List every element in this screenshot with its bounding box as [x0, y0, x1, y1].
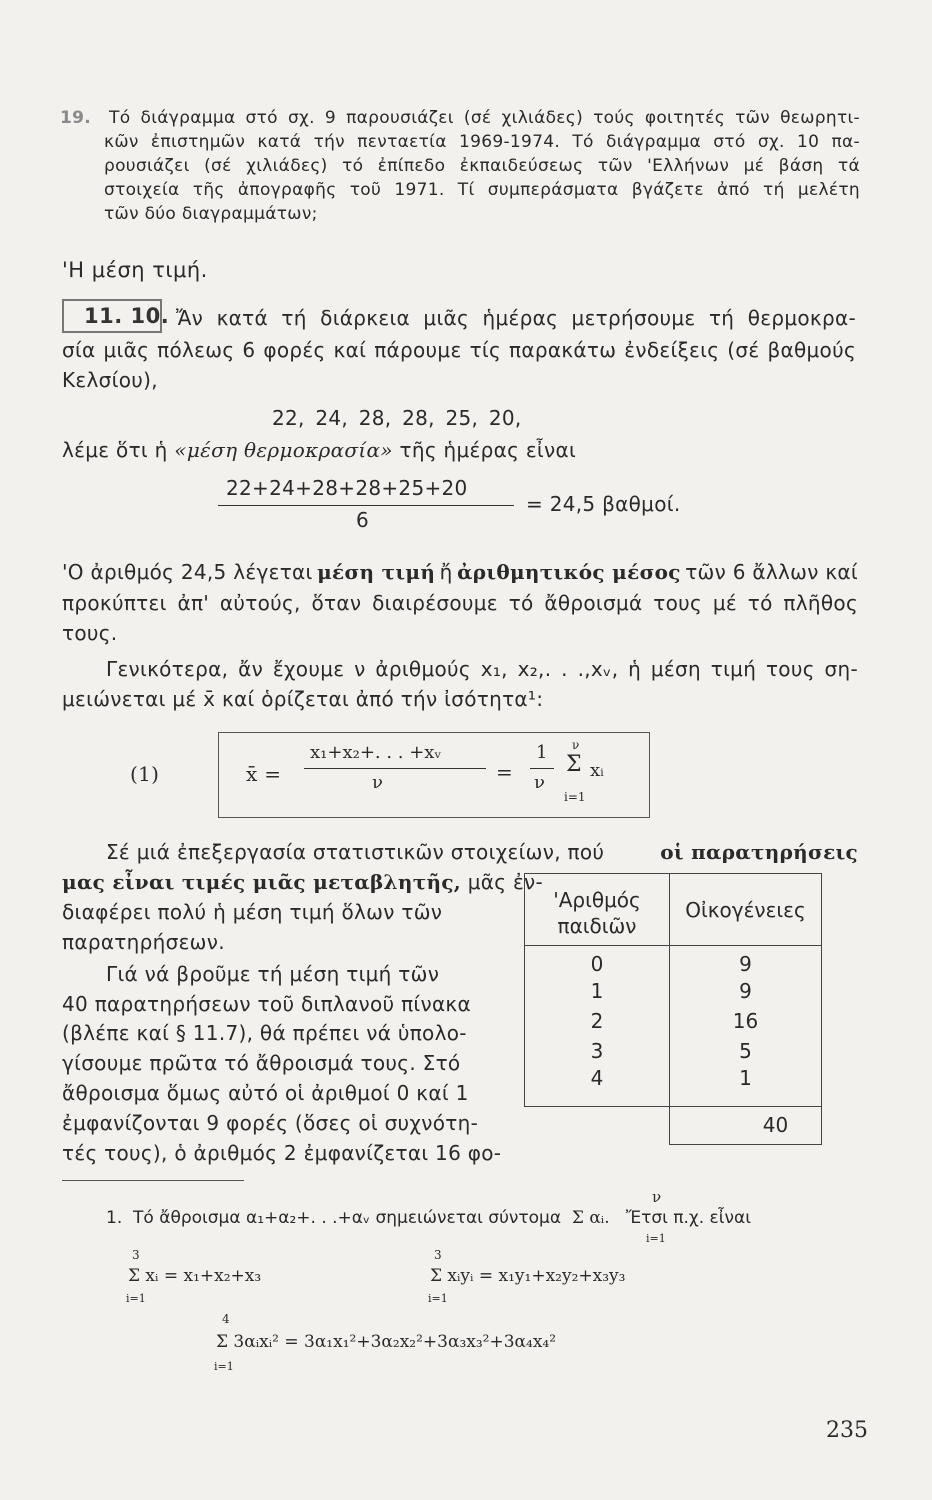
table-row: 3 5 — [525, 1036, 822, 1066]
sum-upper-limit: ν — [652, 1188, 662, 1206]
temperature-readings: 22, 24, 28, 28, 25, 20, — [272, 406, 522, 430]
mean-numerator: 22+24+28+28+25+20 — [226, 476, 468, 500]
exercise-line: Τό διάγραμμα στό σχ. 9 παρουσιάζει (σέ χιλιάδες) τούς φοιτητές τῶν θεωρητι- — [109, 108, 860, 128]
sum-lower-limit: i=1 — [214, 1360, 234, 1373]
definition-line: 'Ο ἀριθμός 24,5 λέγεται μέση τιμή ἤ ἀριθμητικός μέσος τῶν 6 ἄλλων καί — [62, 560, 858, 584]
mean-result: = 24,5 βαθμοί. — [526, 492, 681, 516]
paragraph-line: ἐμφανίζονται 9 φορές (ὅσες οἱ συχνότη- — [62, 1111, 479, 1135]
footnote-example-2: Σ xᵢyᵢ = x₁y₁+x₂y₂+x₃y₃ — [430, 1266, 626, 1286]
quote-mean-temperature: «μέση θερμοκρασία» — [174, 438, 393, 462]
exercise-19 — [60, 106, 860, 226]
table-row: 2 16 — [525, 1006, 822, 1036]
footnote-example-1: Σ xᵢ = x₁+x₂+x₃ — [128, 1266, 262, 1286]
formula-lhs: x̄ = — [246, 762, 282, 786]
paragraph-line: 40 παρατηρήσεων τοῦ διπλανοῦ πίνακα — [62, 992, 472, 1016]
processing-line: διαφέρει πολύ ἡ μέση τιμή ὅλων τῶν — [62, 900, 443, 924]
formula-numerator: x₁+x₂+. . . +xᵥ — [310, 742, 442, 763]
intro-line: σία μιᾶς πόλεως 6 φορές καί πάρουμε τίς παρακάτω ἐνδείξεις (σέ βαθμούς — [62, 338, 856, 362]
sum-lower-limit: i=1 — [564, 790, 586, 804]
general-line: μειώνεται μέ x̄ καί ὁρίζεται ἀπό τήν ἰσότητα¹: — [62, 687, 544, 711]
page-number: 235 — [826, 1418, 868, 1443]
section-heading: 'Η μέση τιμή. — [62, 258, 208, 282]
header-children: 'Αριθμός παιδιῶν — [525, 874, 670, 946]
sum-lower-limit: i=1 — [126, 1292, 146, 1305]
paragraph-line: τές τους), ὁ ἀριθμός 2 ἐμφανίζεται 16 φο- — [62, 1141, 502, 1165]
general-line: Γενικότερα, ἄν ἔχουμε ν ἀριθμούς x₁, x₂,. . .,xᵥ, ἡ μέση τιμή τους ση- — [106, 657, 858, 681]
mean-denominator: 6 — [356, 508, 370, 532]
paragraph-line: (βλέπε καί § 11.7), θά πρέπει νά ὑπολο- — [62, 1021, 467, 1045]
say-pre: λέμε ὅτι ἡ — [62, 438, 168, 462]
exercise-line: ρουσιάζει (σέ χιλιάδες) τό ἐπίπεδο ἐκπαιδεύσεως τῶν 'Ελλήνων μέ βάση τά — [104, 156, 860, 176]
header-families: Οἰκογένειες — [670, 874, 822, 946]
sum-upper-limit: ν — [572, 738, 580, 752]
table-row: 0 9 — [525, 946, 822, 977]
formula-equals: = — [496, 760, 514, 784]
processing-line: Σέ μιά ἐπεξεργασία στατιστικῶν στοιχείων, πού οἱ παρατηρήσεις — [106, 840, 858, 864]
processing-line: μας εἶναι τιμές μιᾶς μεταβλητῆς, μᾶς ἐν- — [62, 870, 544, 894]
sum-lower-limit: i=1 — [428, 1292, 448, 1305]
intro-line: Κελσίου), — [62, 368, 158, 392]
processing-line: παρατηρήσεων. — [62, 930, 225, 954]
sigma-symbol: Σ — [566, 752, 582, 777]
exercise-line: κῶν ἐπιστημῶν κατά τήν πενταετία 1969-1974. Τό διάγραμμα στό σχ. 10 πα- — [104, 132, 860, 152]
fraction-bar — [304, 768, 486, 769]
exercise-line: στοιχεία τῆς ἀπογραφῆς τοῦ 1971. Τί συμπεράσματα βγάζετε ἀπό τή μελέτη — [104, 180, 860, 200]
definition-line: τους. — [62, 621, 118, 645]
footnote-example-3: Σ 3αᵢxᵢ² = 3α₁x₁²+3α₂x₂²+3α₃x₃²+3α₄x₄² — [216, 1332, 557, 1352]
formula-one: 1 — [536, 742, 548, 763]
term-arithmetic-mean: ἀριθμητικός μέσος — [457, 560, 681, 584]
say-post: τῆς ἡμέρας εἶναι — [399, 438, 577, 462]
paragraph-line: γίσουμε πρῶτα τό ἄθροισμά τους. Στό — [62, 1051, 461, 1075]
sum-upper-limit: 3 — [132, 1248, 140, 1262]
fraction-bar — [530, 768, 554, 769]
footnote-sum: Σ αᵢ. — [571, 1208, 610, 1228]
table-total-row — [525, 1106, 822, 1144]
sum-upper-limit: 4 — [222, 1312, 230, 1326]
formula-label: (1) — [130, 762, 160, 786]
say-line — [62, 436, 576, 464]
table-row: 1 9 — [525, 976, 822, 1006]
table-header-row — [525, 874, 822, 946]
formula-nu: ν — [534, 772, 545, 793]
exercise-line: τῶν δύο διαγραμμάτων; — [104, 204, 318, 224]
table-total: 40 — [670, 1106, 822, 1144]
footnote-rule — [62, 1180, 244, 1181]
paragraph-line: Γιά νά βροῦμε τή μέση τιμή τῶν — [106, 962, 440, 986]
formula-denominator: ν — [372, 772, 383, 793]
exercise-number: 19. — [60, 108, 92, 128]
term-mean-value: μέση τιμή — [317, 560, 436, 584]
paragraph-line: ἄθροισμα ὅμως αὐτό οἱ ἀριθμοί 0 καί 1 — [62, 1081, 469, 1105]
sum-variable: xᵢ — [590, 760, 604, 781]
intro-line: Ἄν κατά τή διάρκεια μιᾶς ἡμέρας μετρήσουμε τή θερμοκρα- — [176, 306, 856, 330]
sum-upper-limit: 3 — [434, 1248, 442, 1262]
section-number: 11. 10. — [84, 304, 170, 328]
footnote-line: 1. Τό ἄθροισμα α₁+α₂+. . .+αᵥ σημειώνεται σύντομα Σ αᵢ. Ἔτσι π.χ. εἶναι — [106, 1208, 751, 1228]
sum-lower-limit: i=1 — [646, 1232, 666, 1245]
definition-line: προκύπτει ἀπ' αὐτούς, ὅταν διαιρέσουμε τό ἄθροισμά τους μέ τό πλῆθος — [62, 591, 858, 615]
families-table — [524, 873, 822, 1145]
table-row: 4 1 — [525, 1066, 822, 1106]
